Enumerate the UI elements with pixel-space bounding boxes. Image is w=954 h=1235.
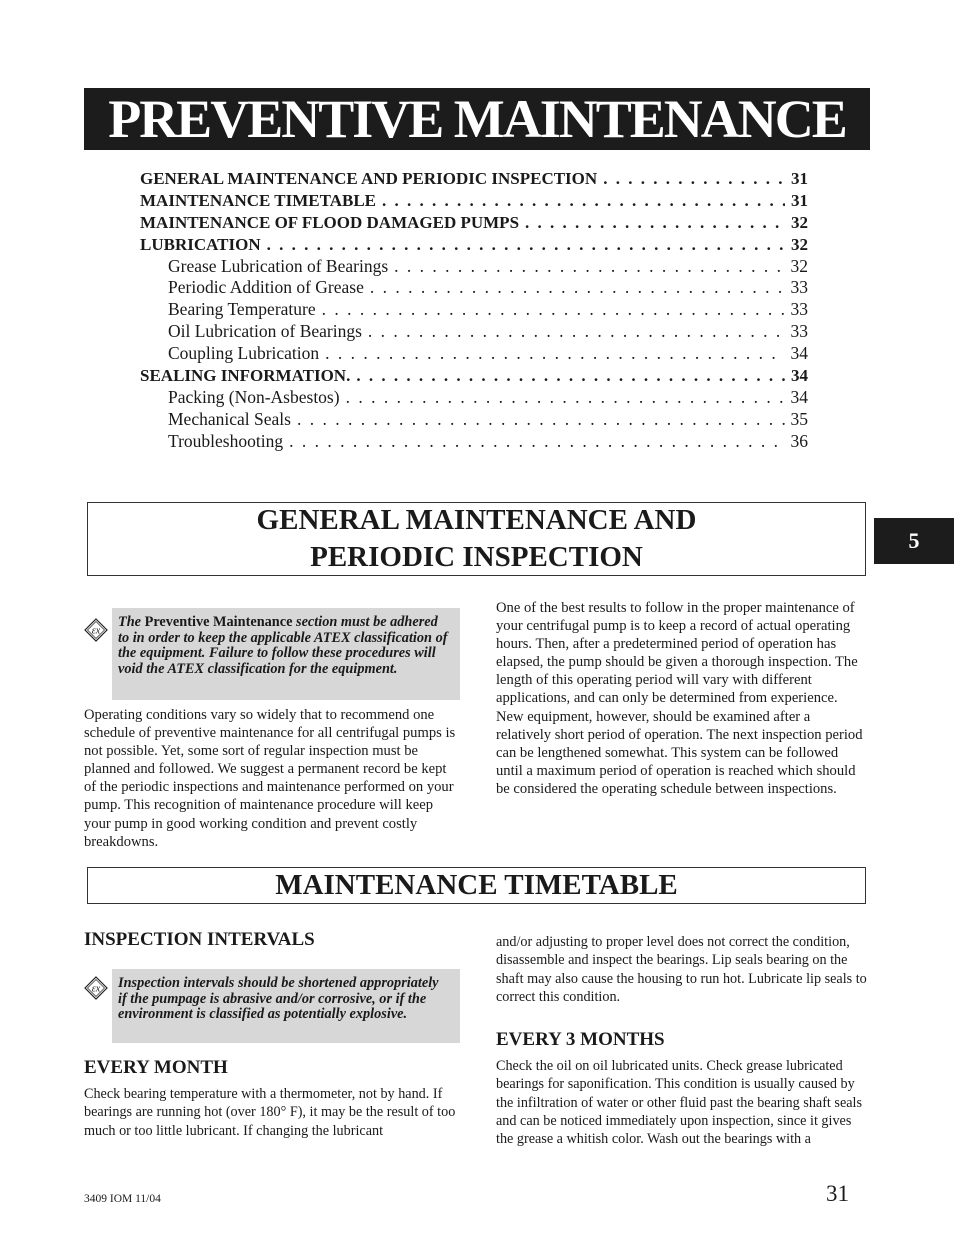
toc-entry-page: 32 — [791, 212, 808, 232]
svg-text:εx: εx — [91, 625, 101, 637]
toc-entry — [140, 212, 808, 234]
section-heading-general-maintenance — [87, 502, 866, 576]
toc-entry-label: Packing (Non-Asbestos) — [168, 386, 340, 407]
toc-entry-page: 35 — [790, 408, 808, 429]
page-title: PREVENTIVE MAINTENANCE — [108, 89, 846, 149]
toc-leader-dots — [370, 277, 785, 299]
subheading-every-month: EVERY MONTH — [84, 1057, 228, 1078]
toc-entry — [140, 431, 808, 453]
subheading-inspection-intervals: INSPECTION INTERVALS — [84, 929, 315, 950]
toc-leader-dots — [356, 365, 785, 387]
general-maintenance-left-paragraph: Operating conditions vary so widely that to recommend one schedule of preventive maintenance for all centrifugal pumps is not possible. Yet, some sort of regular inspection must be planned and followed. We suggest a permanent record be kept of the periodic inspections and maintenance performed on your pump. This recognition of maintenance procedure will keep your pump in good working condition and prevent costly breakdowns. — [84, 707, 456, 850]
toc-entry-page: 33 — [790, 299, 808, 320]
toc-entry-label: Oil Lubrication of Bearings — [168, 321, 362, 342]
page-number: 31 — [826, 1181, 849, 1206]
toc-entry-label: Mechanical Seals — [168, 408, 291, 429]
toc-leader-dots — [322, 299, 785, 321]
toc-entry — [140, 409, 808, 431]
section-heading-maintenance-timetable — [87, 867, 866, 904]
toc-leader-dots — [394, 256, 784, 278]
toc-leader-dots — [267, 234, 785, 256]
toc-entry-page: 36 — [790, 430, 808, 451]
toc-leader-dots — [346, 387, 785, 409]
toc-entry-label: MAINTENANCE OF FLOOD DAMAGED PUMPS — [140, 212, 520, 232]
toc-entry-page: 34 — [790, 386, 808, 407]
toc-leader-dots — [382, 190, 785, 212]
toc-entry — [140, 168, 808, 190]
document-code: 3409 IOM 11/04 — [84, 1193, 161, 1205]
atex-warning-note — [112, 608, 460, 700]
atex-note-bold: Preventive Maintenance — [144, 614, 293, 630]
atex-interval-note: Inspection intervals should be shortened appropriately if the pumpage is abrasive and/or corrosive, or if the environment is classified as potentially explosive. — [112, 969, 460, 1043]
general-maintenance-right-paragraph: One of the best results to follow in the proper maintenance of your centrifugal pump is to keep a record of actual operating hours. Then, after a predetermined period of operation has elapsed, the pump should be given a thorough inspection. The length of this operating period will vary with different applications, and can only be determined from experience. New equipment, however, should be examined after a relatively short period of operation. The next inspection period can be lengthened somewhat. This system can be followed until a maximum period of operation is reached which should be considered the operating schedule between inspections. — [496, 600, 863, 797]
table-of-contents — [140, 168, 808, 453]
toc-entry-page: 34 — [790, 343, 808, 364]
toc-entry — [140, 321, 808, 343]
section-heading-line: PERIODIC INSPECTION — [310, 541, 643, 573]
toc-entry-label: Grease Lubrication of Bearings — [168, 255, 389, 276]
atex-ex-icon — [84, 976, 108, 1000]
toc-entry — [140, 365, 808, 387]
svg-text:εx: εx — [91, 983, 101, 995]
toc-entry — [140, 277, 808, 299]
toc-entry-label: SEALING INFORMATION. — [140, 366, 351, 386]
toc-leader-dots — [525, 212, 785, 234]
toc-entry — [140, 234, 808, 256]
atex-note-prefix: The — [118, 614, 142, 630]
toc-entry-label: GENERAL MAINTENANCE AND PERIODIC INSPECTION — [140, 169, 598, 188]
toc-entry — [140, 190, 808, 212]
toc-entry-page: 34 — [791, 366, 808, 386]
atex-ex-icon — [84, 618, 108, 642]
every-3-months-paragraph: Check the oil on oil lubricated units. Check grease lubricated bearings for saponification. This condition is usually caused by the infiltration of water or other fluid past the bearing shaft seals and can be noticed immediately upon inspection, since it gives the grease a whitish color. Wash out the bearings with a — [496, 1058, 863, 1148]
toc-entry — [140, 343, 808, 365]
toc-entry-page: 31 — [791, 190, 808, 210]
every-month-continuation-paragraph: and/or adjusting to proper level does not correct the condition, disassemble and inspect the bearings. Lip seals bearing on the shaft may also cause the housing to run hot. Lubricate lip seals to correct this condition. — [496, 934, 867, 1005]
toc-entry-label: Bearing Temperature — [168, 299, 316, 320]
page-title-banner — [84, 88, 870, 150]
toc-leader-dots — [289, 431, 784, 453]
atex-note-text: section must be adhered to in order to keep the applicable ATEX classification of the equipment. Failure to follow these procedures will void the ATEX classification for the equipment. — [118, 614, 448, 678]
every-month-paragraph: Check bearing temperature with a thermometer, not by hand. If bearings are running hot (over 180° F), it may be the result of too much or too little lubricant. If changing the lubricant — [84, 1086, 456, 1139]
toc-leader-dots — [368, 321, 785, 343]
toc-entry-label: Coupling Lubrication — [168, 343, 320, 364]
toc-leader-dots — [325, 343, 784, 365]
section-heading-line: GENERAL MAINTENANCE AND — [256, 504, 697, 536]
chapter-tab: 5 — [874, 518, 954, 564]
toc-entry-page: 31 — [791, 169, 808, 188]
toc-entry — [140, 256, 808, 278]
toc-entry-page: 33 — [790, 321, 808, 342]
subheading-every-3-months: EVERY 3 MONTHS — [496, 1029, 665, 1050]
toc-entry — [140, 387, 808, 409]
toc-leader-dots — [297, 409, 785, 431]
toc-entry-label: Troubleshooting — [168, 430, 284, 451]
toc-leader-dots — [603, 168, 785, 190]
toc-entry-label: LUBRICATION — [140, 234, 261, 254]
toc-entry-page: 32 — [791, 234, 808, 254]
toc-entry-page: 32 — [790, 255, 808, 276]
toc-entry-label: MAINTENANCE TIMETABLE — [140, 190, 376, 210]
toc-entry-label: Periodic Addition of Grease — [168, 277, 364, 298]
section-heading-text: MAINTENANCE TIMETABLE — [275, 869, 678, 901]
toc-entry — [140, 299, 808, 321]
toc-entry-page: 33 — [790, 277, 808, 298]
